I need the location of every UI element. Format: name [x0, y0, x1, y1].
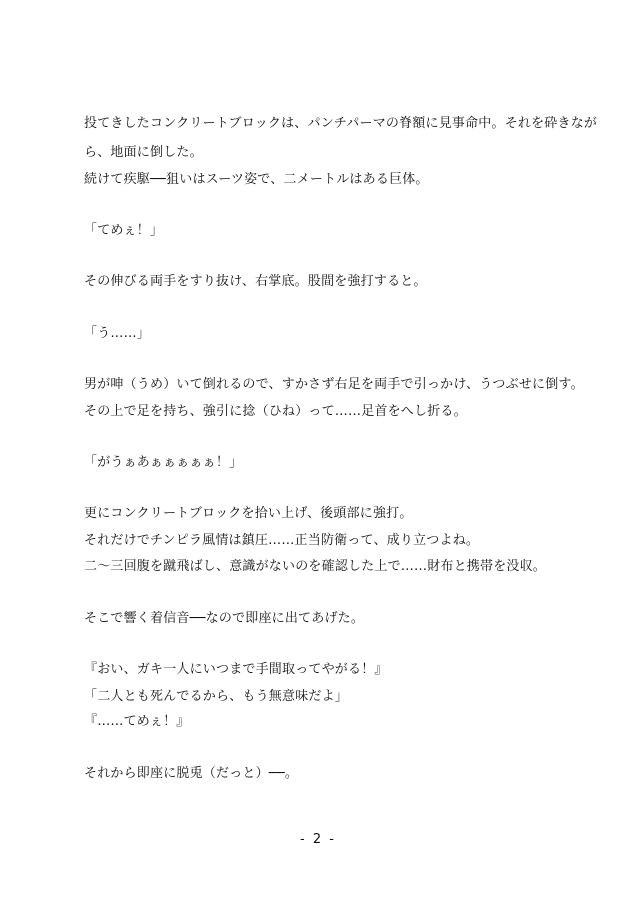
- text-line: ら、地面に倒した。: [84, 145, 203, 160]
- dialogue-line: 「てめぇ！」: [84, 223, 164, 238]
- text-line: そこで響く着信音──なので即座に出てあげた。: [84, 611, 365, 626]
- dialogue-line: 『……てめぇ！』: [84, 714, 190, 729]
- text-line: 更にコンクリートブロックを拾い上げ、後頭部に強打。: [84, 506, 413, 521]
- text-line: その上で足を持ち、強引に捻（ひね）って……足首をへし折る。: [84, 404, 467, 419]
- text-line: それから即座に脱兎（だっと）──。: [84, 766, 299, 781]
- text-line: それだけでチンピラ風情は鎮圧……正当防衛って、成り立つよね。: [84, 533, 480, 548]
- text-line: 続けて疾駆──狙いはスーツ姿で、二メートルはある巨体。: [84, 172, 429, 187]
- dialogue-line: 「二人とも死んでるから、もう無意味だよ」: [84, 689, 349, 704]
- text-line: 男が呻（うめ）いて倒れるので、すかさず右足を両手で引っかけ、うつぶせに倒す。: [84, 377, 584, 392]
- text-line: その伸びる両手をすり抜け、右掌底。股間を強打すると。: [84, 274, 427, 289]
- text-line: 投てきしたコンクリートブロックは、パンチパーマの脊額に見事命中。それを砕きなが: [84, 116, 598, 131]
- dialogue-line: 『おい、ガキ一人にいつまで手間取ってやがる！』: [84, 662, 388, 677]
- dialogue-line: 「がうぁあぁぁぁぁぁ！」: [84, 455, 243, 470]
- text-line: 二～三回腹を蹴飛ばし、意識がないのを確認した上で……財布と携帯を没収。: [84, 559, 547, 574]
- dialogue-line: 「う……」: [84, 326, 151, 341]
- page-number: - 2 -: [300, 832, 336, 847]
